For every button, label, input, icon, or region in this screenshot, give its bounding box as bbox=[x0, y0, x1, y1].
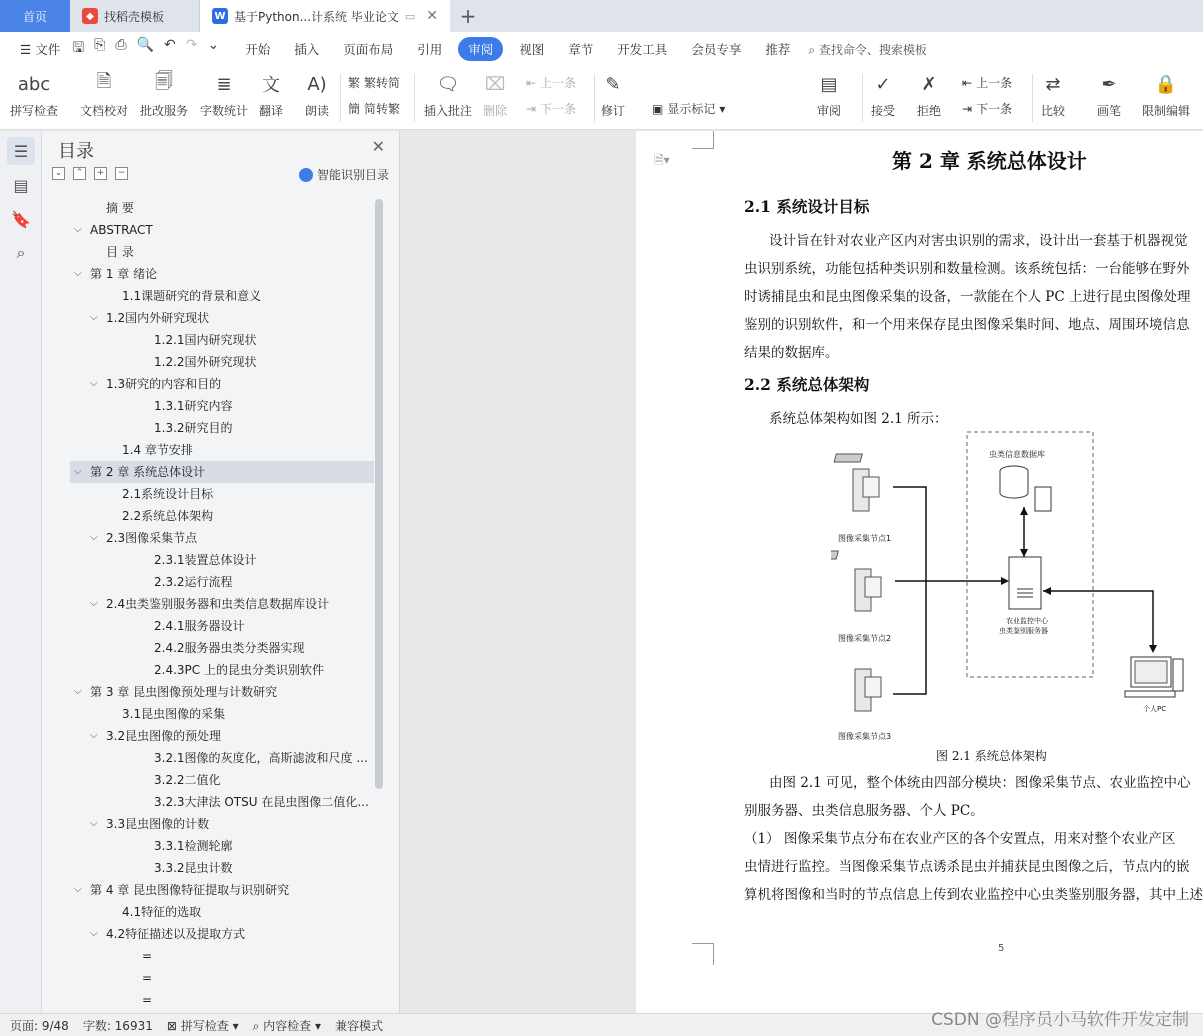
toc-item-label: 摘 要 bbox=[106, 201, 134, 215]
toc-item[interactable] bbox=[70, 571, 374, 593]
delete-comment-label: 删除 bbox=[482, 104, 507, 118]
batch-service-icon: 🗐 bbox=[155, 71, 173, 92]
lock-icon: 🔒 bbox=[1154, 73, 1178, 95]
toc-item-label: 3.3.1检测轮廓 bbox=[154, 839, 233, 853]
toc-panel bbox=[42, 131, 400, 1013]
server-small-icon bbox=[1035, 487, 1051, 511]
prev-icon: ⇤ bbox=[526, 75, 537, 90]
accept-button[interactable] bbox=[870, 70, 896, 119]
toc-item-label: 2.3.2运行流程 bbox=[154, 575, 233, 589]
redo-icon[interactable]: ↷ bbox=[185, 37, 198, 53]
toc-item[interactable] bbox=[70, 703, 374, 725]
toc-item-label: 3.2昆虫图像的预处理 bbox=[106, 729, 222, 743]
toc-panel-icon[interactable]: ☰ bbox=[7, 137, 35, 165]
chevron-down-icon: ▾ bbox=[719, 101, 726, 116]
db-label: 虫类信息数据库 bbox=[989, 450, 1045, 459]
doc-check-button[interactable] bbox=[80, 70, 128, 119]
toc-item-label: 第 2 章 系统总体设计 bbox=[90, 465, 206, 479]
chevron-down-icon[interactable]: ⌵ bbox=[74, 466, 82, 477]
toc-item[interactable] bbox=[70, 461, 374, 483]
toc-item-label: 1.1课题研究的背景和意义 bbox=[122, 289, 262, 303]
monitor-center-boundary bbox=[967, 432, 1093, 677]
paragraph-line: 系统总体架构如图 2.1 所示： bbox=[769, 411, 948, 427]
toc-title: 目录 bbox=[58, 141, 94, 162]
paragraph-line: 时诱捕昆虫和昆虫图像采集的设备，一款能在个人 PC 上进行昆虫图像处理 bbox=[744, 289, 1191, 305]
add-level-icon[interactable]: + bbox=[94, 167, 107, 180]
menu-section[interactable]: 章节 bbox=[568, 42, 594, 57]
word-count-button[interactable] bbox=[200, 70, 248, 119]
toc-item-label: 第 3 章 昆虫图像预处理与计数研究 bbox=[90, 685, 278, 699]
paragraph-line: 结果的数据库。 bbox=[744, 345, 839, 361]
toc-item-label: 3.2.2二值化 bbox=[154, 773, 221, 787]
toc-item[interactable] bbox=[70, 615, 374, 637]
page-indicator[interactable]: 页面: 9/48 bbox=[10, 1018, 69, 1033]
toc-item-label: 4.2特征描述以及提取方式 bbox=[106, 927, 246, 941]
more-icon[interactable]: ⌄ bbox=[207, 37, 220, 53]
toc-item-label: 2.4.1服务器设计 bbox=[154, 619, 245, 633]
trad-label: 繁转简 bbox=[364, 76, 401, 90]
toc-item-label: 2.4.3PC 上的昆虫分类识别软件 bbox=[154, 663, 324, 677]
toc-item-label: 2.4.2服务器虫类分类器实现 bbox=[154, 641, 305, 655]
compare-button[interactable] bbox=[1040, 70, 1066, 119]
revise-icon: ✎ bbox=[605, 73, 621, 95]
architecture-figure bbox=[831, 429, 1203, 749]
document-page[interactable] bbox=[636, 131, 1203, 1013]
toc-scrollbar[interactable] bbox=[375, 199, 383, 789]
simp-icon: 簡 bbox=[348, 102, 361, 116]
toc-item[interactable] bbox=[70, 923, 374, 945]
compare-label: 比较 bbox=[1040, 104, 1065, 118]
toc-item-label: 3.2.1图像的灰度化，高斯滤波和尺度 ... bbox=[154, 751, 368, 765]
print-icon[interactable]: ⎙ bbox=[115, 37, 127, 53]
chevron-down-icon[interactable]: ⌵ bbox=[90, 598, 98, 609]
word-count-label: 字数统计 bbox=[200, 104, 249, 118]
node-2-device bbox=[831, 551, 881, 611]
chevron-down-icon[interactable]: ⌵ bbox=[90, 532, 98, 543]
toc-item-label: 1.2.2国外研究现状 bbox=[154, 355, 257, 369]
review-pane-label: 审阅 bbox=[816, 104, 841, 118]
tab-home[interactable] bbox=[0, 0, 70, 32]
center-label-1: 农业监控中心 bbox=[1006, 617, 1048, 625]
toc-item[interactable] bbox=[70, 725, 374, 747]
toc-item-label: 1.4 章节安排 bbox=[122, 443, 193, 457]
toc-item-label: 1.3.2研究目的 bbox=[154, 421, 233, 435]
doc-check-label: 文档校对 bbox=[80, 104, 129, 118]
new-tab-plus-icon[interactable]: + bbox=[459, 4, 477, 28]
prev-change-button[interactable] bbox=[962, 74, 1012, 91]
node-2-label: 图像采集节点2 bbox=[838, 634, 892, 643]
translate-icon: 文 bbox=[262, 75, 280, 96]
next-icon: ⇥ bbox=[526, 101, 537, 116]
toc-list bbox=[70, 197, 374, 1011]
pen-button[interactable] bbox=[1096, 70, 1122, 119]
toc-item[interactable] bbox=[70, 549, 374, 571]
toc-item[interactable] bbox=[70, 219, 374, 241]
reject-button[interactable] bbox=[916, 70, 942, 119]
ai-icon bbox=[299, 168, 313, 182]
chapter-title: 第 2 章 系统总体设计 bbox=[892, 149, 1087, 173]
menu-review[interactable]: 审阅 bbox=[458, 37, 503, 61]
tab-document[interactable] bbox=[200, 0, 450, 32]
pc-label: 个人PC bbox=[1143, 705, 1167, 713]
toc-item[interactable] bbox=[70, 879, 374, 901]
simp-to-trad-button[interactable] bbox=[348, 100, 400, 117]
toc-item[interactable] bbox=[70, 263, 374, 285]
toc-item-label: 2.3图像采集节点 bbox=[106, 531, 198, 545]
reject-icon: ✗ bbox=[921, 73, 937, 95]
prev-comment-button[interactable] bbox=[526, 74, 576, 91]
menu-member[interactable]: 会员专享 bbox=[691, 42, 742, 57]
prev-change-icon: ⇤ bbox=[962, 75, 973, 90]
toc-item[interactable] bbox=[70, 197, 374, 219]
toc-item[interactable] bbox=[70, 813, 374, 835]
toc-item-label: = bbox=[142, 949, 153, 963]
tab-document-label: 基于Python...计系统 毕业论文 bbox=[234, 9, 399, 24]
menu-view[interactable]: 视图 bbox=[519, 42, 545, 57]
search-icon: ⌕ bbox=[808, 42, 816, 57]
spell-check-label: 拼写检查 bbox=[10, 104, 59, 118]
prev-comment-label: 上一条 bbox=[540, 76, 577, 90]
word-doc-icon: W bbox=[212, 8, 228, 24]
toc-item[interactable] bbox=[70, 769, 374, 791]
toc-item-label: = bbox=[142, 993, 153, 1007]
tab-home-label: 首页 bbox=[22, 9, 47, 24]
toc-item-label: 1.3研究的内容和目的 bbox=[106, 377, 222, 391]
node-3-device bbox=[831, 651, 881, 711]
paragraph-line: 设计旨在针对农业产区内对害虫识别的需求，设计出一套基于机器视觉 bbox=[769, 233, 1188, 249]
pc-icon bbox=[1125, 657, 1183, 697]
toc-item[interactable] bbox=[70, 329, 374, 351]
nav-strip bbox=[0, 131, 42, 1013]
smart-toc-label: 智能识别目录 bbox=[316, 168, 389, 182]
chevron-down-icon[interactable]: ⌵ bbox=[90, 730, 98, 741]
batch-service-label: 批改服务 bbox=[140, 104, 189, 118]
canvas-margin bbox=[400, 131, 636, 1013]
accept-label: 接受 bbox=[870, 104, 895, 118]
tab-template[interactable] bbox=[70, 0, 200, 32]
file-menu[interactable]: ☰ 文件 bbox=[20, 42, 61, 57]
find-icon[interactable]: ⌕ bbox=[16, 243, 26, 262]
toc-item[interactable] bbox=[70, 637, 374, 659]
compat-mode: 兼容模式 bbox=[335, 1018, 384, 1033]
command-search[interactable] bbox=[808, 41, 927, 58]
review-pane-icon: ▤ bbox=[820, 73, 838, 95]
simp-label: 简转繁 bbox=[364, 102, 401, 116]
paragraph-line: 别服务器、虫类信息服务器、个人 PC。 bbox=[744, 803, 984, 819]
toc-item[interactable] bbox=[70, 989, 374, 1011]
page-number: 5 bbox=[998, 943, 1005, 954]
tab-bar bbox=[0, 0, 1203, 32]
trad-to-simp-button[interactable] bbox=[348, 74, 400, 91]
compare-icon: ⇄ bbox=[1045, 73, 1061, 95]
toc-item-label: = bbox=[142, 971, 153, 985]
save-icon[interactable]: 🖫 bbox=[72, 40, 85, 56]
node-bus-line bbox=[893, 487, 926, 694]
toc-item[interactable] bbox=[70, 791, 374, 813]
next-change-icon: ⇥ bbox=[962, 101, 973, 116]
insert-comment-button[interactable] bbox=[424, 70, 472, 119]
docer-icon: ◆ bbox=[82, 8, 98, 24]
preview-icon[interactable]: 🔍 bbox=[136, 37, 154, 53]
next-change-button[interactable] bbox=[962, 100, 1012, 117]
delete-comment-icon: ⌧ bbox=[484, 73, 506, 95]
monitor-icon[interactable]: ▭ bbox=[404, 9, 416, 23]
chevron-down-icon[interactable]: ⌵ bbox=[74, 224, 82, 235]
toc-item[interactable] bbox=[70, 505, 374, 527]
pen-label: 画笔 bbox=[1096, 104, 1121, 118]
batch-service-button[interactable] bbox=[140, 70, 188, 119]
chevron-down-icon[interactable]: ⌵ bbox=[90, 928, 98, 939]
restrict-edit-label: 限制编辑 bbox=[1142, 104, 1191, 118]
toc-item-label: 3.3昆虫图像的计数 bbox=[106, 817, 210, 831]
toc-item[interactable] bbox=[70, 373, 374, 395]
toc-item[interactable] bbox=[70, 945, 374, 967]
toc-item[interactable] bbox=[70, 527, 374, 549]
chevron-down-icon[interactable]: ⌵ bbox=[74, 884, 82, 895]
paragraph-line: 由图 2.1 可见，整个体统由四部分模块：图像采集节点、农业监控中心 bbox=[769, 775, 1191, 791]
menu-reference[interactable]: 引用 bbox=[417, 42, 443, 57]
toc-item-label: 3.3.2昆虫计数 bbox=[154, 861, 233, 875]
content-check-toggle[interactable]: ⌕ 内容检查 ▾ bbox=[252, 1018, 322, 1033]
menu-insert[interactable]: 插入 bbox=[294, 42, 320, 57]
translate-button[interactable] bbox=[258, 70, 284, 119]
toc-item-label: 第 4 章 昆虫图像特征提取与识别研究 bbox=[90, 883, 290, 897]
menu-start[interactable]: 开始 bbox=[245, 42, 271, 57]
toc-item-label: 3.1昆虫图像的采集 bbox=[122, 707, 226, 721]
toc-item[interactable] bbox=[70, 285, 374, 307]
translate-label: 翻译 bbox=[258, 104, 283, 118]
toc-item-label: 2.4虫类鉴别服务器和虫类信息数据库设计 bbox=[106, 597, 330, 611]
toc-item-label: 3.2.3大津法 OTSU 在昆虫图像二值化... bbox=[154, 795, 369, 809]
toc-item[interactable] bbox=[70, 857, 374, 879]
paragraph-line: 算机将图像和当时的节点信息上传到农业监控中心虫类鉴别服务器，其中上述 bbox=[744, 887, 1203, 903]
comment-icon: 🗨 bbox=[436, 73, 460, 95]
ribbon bbox=[0, 66, 1203, 130]
show-marks-button[interactable] bbox=[652, 100, 725, 117]
revise-button[interactable] bbox=[600, 70, 626, 119]
trad-icon: 繁 bbox=[348, 76, 361, 90]
menu-bar bbox=[0, 32, 1203, 66]
command-search-label: 查找命令、搜索模板 bbox=[818, 42, 927, 57]
read-aloud-icon: A) bbox=[307, 73, 327, 95]
menu-devtools[interactable]: 开发工具 bbox=[617, 42, 668, 57]
content-check-icon: ⌕ bbox=[252, 1018, 260, 1033]
undo-icon[interactable]: ↶ bbox=[163, 37, 176, 53]
toc-item[interactable] bbox=[70, 417, 374, 439]
show-marks-label: 显示标记 bbox=[667, 102, 716, 116]
remove-level-icon[interactable]: − bbox=[115, 167, 128, 180]
close-icon[interactable]: ✕ bbox=[426, 8, 438, 24]
node-1-device bbox=[834, 454, 879, 511]
crop-mark bbox=[692, 131, 714, 149]
close-icon[interactable]: ✕ bbox=[371, 137, 385, 156]
server-icon bbox=[1009, 557, 1041, 609]
delete-comment-button[interactable] bbox=[482, 70, 508, 119]
chevron-down-icon[interactable]: ⌵ bbox=[74, 268, 82, 279]
insert-comment-label: 插入批注 bbox=[424, 104, 473, 118]
toc-item[interactable] bbox=[70, 483, 374, 505]
figure-caption: 图 2.1 系统总体架构 bbox=[936, 749, 1047, 763]
paragraph-line: 鉴别的识别软件，和一个用来保存昆虫图像采集时间、地点、周围环境信息 bbox=[744, 317, 1190, 333]
revise-label: 修订 bbox=[600, 104, 625, 118]
read-aloud-button[interactable] bbox=[304, 70, 330, 119]
read-aloud-label: 朗读 bbox=[304, 104, 329, 118]
paragraph-line: 虫识别系统，功能包括种类识别和数量检测。该系统包括：一台能够在野外 bbox=[744, 261, 1190, 277]
toc-item-label: ABSTRACT bbox=[90, 223, 153, 237]
toc-item-label: 2.2系统总体架构 bbox=[122, 509, 214, 523]
spell-check-toggle[interactable]: ⊠ 拼写检查 ▾ bbox=[166, 1018, 239, 1033]
toc-item[interactable] bbox=[70, 395, 374, 417]
server-pc-link bbox=[1043, 591, 1153, 651]
next-comment-label: 下一条 bbox=[540, 102, 577, 116]
toc-item[interactable] bbox=[70, 747, 374, 769]
toc-item[interactable] bbox=[70, 835, 374, 857]
next-comment-button[interactable] bbox=[526, 100, 576, 117]
spell-toggle-icon: ⊠ bbox=[166, 1018, 177, 1033]
restrict-edit-button[interactable] bbox=[1142, 70, 1190, 119]
expand-all-icon[interactable]: ⌃ bbox=[73, 167, 86, 180]
center-label-2: 虫类鉴别服务器 bbox=[999, 627, 1048, 635]
toc-item-label: 第 1 章 绪论 bbox=[90, 267, 158, 281]
page-options-icon[interactable]: 🗎▾ bbox=[654, 153, 670, 167]
menu-recommend[interactable]: 推荐 bbox=[765, 42, 791, 57]
database-icon bbox=[1000, 466, 1028, 498]
collapse-all-icon[interactable]: ⌄ bbox=[52, 167, 65, 180]
reject-label: 拒绝 bbox=[916, 104, 941, 118]
spell-check-icon: abc bbox=[17, 73, 51, 95]
crop-mark bbox=[692, 943, 714, 965]
toc-item[interactable] bbox=[70, 439, 374, 461]
show-marks-icon: ▣ bbox=[652, 101, 664, 116]
toc-item[interactable] bbox=[70, 659, 374, 681]
tab-template-label: 找稻壳模板 bbox=[104, 9, 165, 24]
toc-item[interactable] bbox=[70, 901, 374, 923]
spell-toggle-label: 拼写检查 bbox=[180, 1018, 229, 1033]
toc-item-label: 1.2国内外研究现状 bbox=[106, 311, 210, 325]
toc-item[interactable] bbox=[70, 967, 374, 989]
toc-item[interactable] bbox=[70, 241, 374, 263]
pen-icon: ✒ bbox=[1101, 73, 1117, 95]
paragraph-line: （1） 图像采集节点分布在农业产区的各个安置点，用来对整个农业产区 bbox=[744, 831, 1176, 847]
toc-item[interactable] bbox=[70, 307, 374, 329]
content-check-label: 内容检查 bbox=[263, 1018, 312, 1033]
toc-item[interactable] bbox=[70, 681, 374, 703]
chapter-nav-icon[interactable]: ▤ bbox=[13, 175, 29, 195]
prev-change-label: 上一条 bbox=[976, 76, 1013, 90]
toc-item-label: 目 录 bbox=[106, 245, 134, 259]
section-heading-2-1: 2.1 系统设计目标 bbox=[744, 197, 870, 216]
node-1-label: 图像采集节点1 bbox=[838, 534, 892, 543]
paragraph-line: 虫情进行监控。当图像采集节点诱杀昆虫并捕获昆虫图像之后，节点内的嵌 bbox=[744, 859, 1190, 875]
chevron-down-icon[interactable]: ⌵ bbox=[90, 378, 98, 389]
next-change-label: 下一条 bbox=[976, 102, 1013, 116]
word-count-indicator[interactable]: 字数: 16931 bbox=[82, 1018, 153, 1033]
node-3-label: 图像采集节点3 bbox=[838, 732, 892, 741]
chevron-down-icon[interactable]: ⌵ bbox=[90, 818, 98, 829]
doc-check-icon: 🗎 bbox=[96, 71, 112, 92]
word-count-icon: ≣ bbox=[216, 73, 232, 95]
file-menu-label: 文件 bbox=[35, 42, 61, 57]
toc-item-label: 2.3.1装置总体设计 bbox=[154, 553, 257, 567]
chevron-down-icon[interactable]: ⌵ bbox=[74, 686, 82, 697]
toc-item-label: 4.1特征的选取 bbox=[122, 905, 202, 919]
menu-layout[interactable]: 页面布局 bbox=[343, 42, 394, 57]
toc-item[interactable] bbox=[70, 593, 374, 615]
toc-item[interactable] bbox=[70, 351, 374, 373]
accept-icon: ✓ bbox=[875, 73, 891, 95]
spell-check-button[interactable] bbox=[10, 70, 58, 119]
review-pane-button[interactable] bbox=[816, 70, 842, 119]
watermark: CSDN @程序员小马软件开发定制 bbox=[931, 1010, 1189, 1030]
toc-item-label: 1.3.1研究内容 bbox=[154, 399, 233, 413]
toc-item-label: 1.2.1国内研究现状 bbox=[154, 333, 257, 347]
smart-toc-button[interactable] bbox=[299, 166, 389, 183]
toc-item-label: 2.1系统设计目标 bbox=[122, 487, 214, 501]
export-icon[interactable]: ⎘ bbox=[94, 37, 106, 53]
section-heading-2-2: 2.2 系统总体架构 bbox=[744, 375, 870, 394]
bookmark-icon[interactable]: 🔖 bbox=[11, 209, 31, 229]
chevron-down-icon[interactable]: ⌵ bbox=[90, 312, 98, 323]
